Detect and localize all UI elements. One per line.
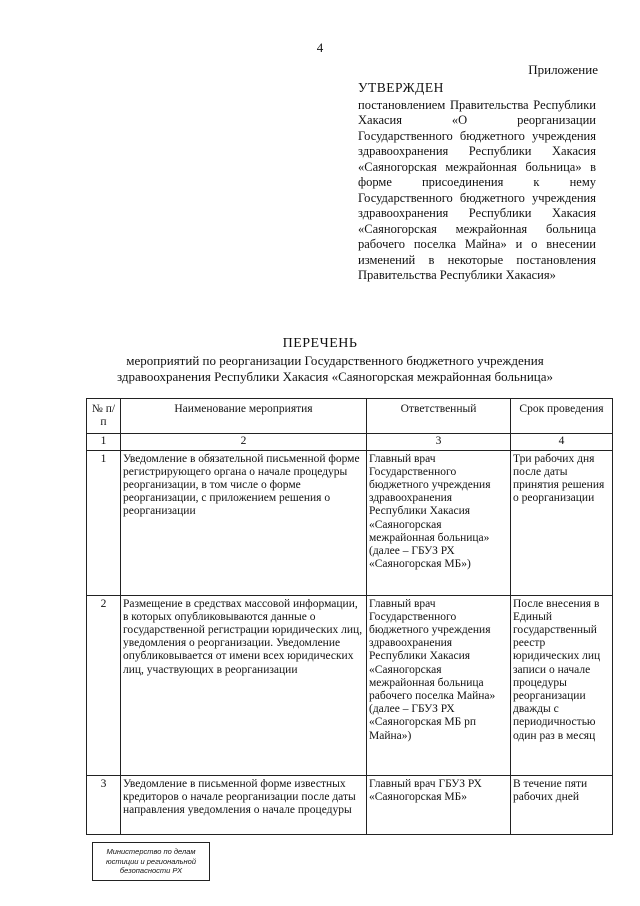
column-number-row (87, 434, 613, 450)
measures-table (86, 398, 613, 835)
table-row (87, 595, 613, 775)
table-header-row (87, 399, 613, 434)
column-number: 3 (367, 434, 511, 450)
deadline-cell: После внесения в Единый государственный реестр юридических лиц записи о начале процедуры реорганизации дважды с периодичностью один раз в месяц (511, 595, 613, 775)
table-row (87, 450, 613, 595)
header-responsible: Ответственный (367, 399, 511, 434)
measure-cell: Уведомление в обязательной письменной форме регистрирующего органа о начале процедуры реорганизации, в том числе о форме реорганизации, с приложением решения о реорганизации (121, 450, 367, 595)
row-number: 1 (87, 450, 121, 595)
column-number: 2 (121, 434, 367, 450)
list-title: ПЕРЕЧЕНЬ (282, 336, 358, 351)
header-num: № п/п (87, 399, 121, 434)
table-row (87, 775, 613, 834)
responsible-cell: Главный врач Государственного бюджетного учреждения здравоохранения Республики Хакасия «Саяногорская межрайонная больница» (далее – ГБУЗ РХ «Саяногорская МБ») (367, 450, 511, 595)
responsible-cell: Главный врач ГБУЗ РХ «Саяногорская МБ» (367, 775, 511, 834)
column-number: 1 (87, 434, 121, 450)
header-deadline: Срок проведения (511, 399, 613, 434)
responsible-cell: Главный врач Государственного бюджетного учреждения здравоохранения Республики Хакасия «Саяногорская межрайонная больница рабочего поселка Майна» (далее – ГБУЗ РХ «Саяногорская МБ рп Майна») (367, 595, 511, 775)
list-subtitle: мероприятий по реорганизации Государственного бюджетного учреждения здравоохранения Республики Хакасия «Саяногорская межрайонная больница» (116, 353, 553, 384)
deadline-cell: В течение пяти рабочих дней (511, 775, 613, 834)
row-number: 3 (87, 775, 121, 834)
column-number: 4 (511, 434, 613, 450)
measure-cell: Размещение в средствах массовой информации, в которых опубликовываются данные о государственной регистрации юридических лиц, уведомления о реорганизации. Уведомление опубликовывается от имени всех юридических лиц, участвующих в реорганизации (121, 595, 367, 775)
header-measure: Наименование мероприятия (121, 399, 367, 434)
row-number: 2 (87, 595, 121, 775)
approved-heading: УТВЕРЖДЕН (358, 80, 444, 95)
measure-cell: Уведомление в письменной форме известных кредиторов о начале реорганизации после даты направления уведомления о начале процедуры (121, 775, 367, 834)
appendix-label: Приложение (528, 62, 598, 77)
approval-block (358, 80, 596, 284)
deadline-cell: Три рабочих дня после даты принятия решения о реорганизации (511, 450, 613, 595)
ministry-stamp: Министерство по делам юстиции и региональной безопасности РХ (92, 842, 210, 881)
decree-text: постановлением Правительства Республики Хакасия «О реорганизации Государственного бюджетного учреждения здравоохранения Республики Хакасия «Саяногорская межрайонная больница» в форме присоединения к нему Государственного бюджетного учреждения здравоохранения Республики Хакасия «Саяногорская межрайонная больница рабочего поселка Майна» и о внесении изменений в некоторые постановления Правительства Республики Хакасия» (358, 97, 596, 282)
page-number: 4 (316, 40, 324, 55)
